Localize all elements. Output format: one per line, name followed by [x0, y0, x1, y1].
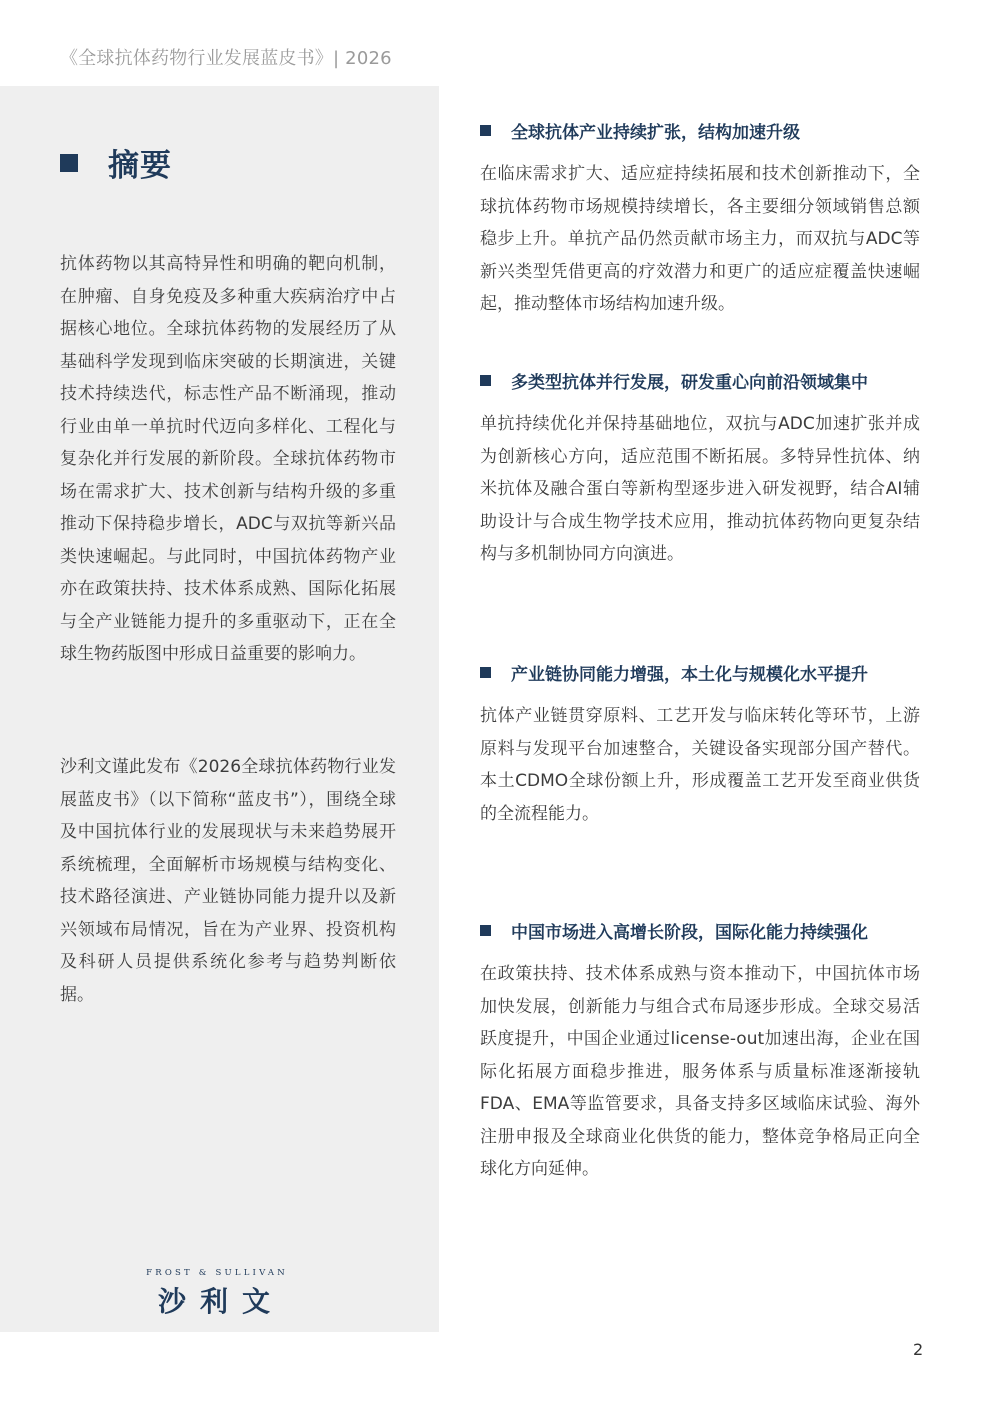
section-3	[480, 658, 920, 830]
section-title: 产业链协同能力增强，本土化与规模化水平提升	[511, 664, 868, 685]
square-bullet-icon	[480, 925, 491, 936]
section-4	[480, 916, 920, 1186]
summary-paragraph-2: 沙利文谨此发布《2026全球抗体药物行业发展蓝皮书》（以下简称“蓝皮书”），围绕全球及中国抗体行业的发展现状与未来趋势展开系统梳理，全面解析市场规模与结构变化、技术路径演进、产业链协同能力提升以及新兴领域布局情况，旨在为产业界、投资机构及科研人员提供系统化参考与趋势判断依据。	[60, 757, 396, 1005]
square-bullet-icon	[480, 125, 491, 136]
frost-sullivan-logo	[137, 1268, 297, 1320]
section-heading	[480, 916, 920, 944]
section-body: 在临床需求扩大、适应症持续拓展和技术创新推动下，全球抗体药物市场规模持续增长，各主要细分领域销售总额稳步上升。单抗产品仍然贡献市场主力，而双抗与ADC等新兴类型凭借更高的疗效潜力和更广的适应症覆盖快速崛起，推动整体市场结构加速升级。	[480, 164, 920, 314]
logo-english: FROST & SULLIVAN	[146, 1268, 288, 1278]
logo-chinese: 沙利文	[157, 1285, 284, 1318]
section-1	[480, 116, 920, 321]
square-bullet-icon	[480, 375, 491, 386]
section-heading	[480, 658, 920, 686]
running-header: 《全球抗体药物行业发展蓝皮书》| 2026	[60, 48, 392, 69]
section-2	[480, 366, 920, 571]
section-body: 单抗持续优化并保持基础地位，双抗与ADC加速扩张并成为创新核心方向，适应范围不断拓展。多特异性抗体、纳米抗体及融合蛋白等新构型逐步进入研发视野，结合AI辅助设计与合成生物学技术应用，推动抗体药物向更复杂结构与多机制协同方向演进。	[480, 414, 920, 564]
section-body: 抗体产业链贯穿原料、工艺开发与临床转化等环节，上游原料与发现平台加速整合，关键设备实现部分国产替代。本土CDMO全球份额上升，形成覆盖工艺开发至商业供货的全流程能力。	[480, 706, 920, 824]
section-heading	[480, 116, 920, 144]
section-heading	[480, 366, 920, 394]
section-body: 在政策扶持、技术体系成熟与资本推动下，中国抗体市场加快发展，创新能力与组合式布局逐步形成。全球交易活跃度提升，中国企业通过license-out加速出海，企业在国际化拓展方面稳步推进，服务体系与质量标准逐渐接轨FDA、EMA等监管要求，具备支持多区域临床试验、海外注册申报及全球商业化供货的能力，整体竞争格局正向全球化方向延伸。	[480, 964, 920, 1179]
section-title: 全球抗体产业持续扩张，结构加速升级	[511, 122, 800, 143]
section-title: 中国市场进入高增长阶段，国际化能力持续强化	[511, 922, 868, 943]
square-bullet-icon	[480, 667, 491, 678]
square-bullet-icon	[60, 154, 78, 172]
summary-title: 摘要	[108, 148, 172, 184]
summary-heading	[60, 140, 172, 185]
summary-paragraph-1: 抗体药物以其高特异性和明确的靶向机制，在肿瘤、自身免疫及多种重大疾病治疗中占据核心地位。全球抗体药物的发展经历了从基础科学发现到临床突破的长期演进，关键技术持续迭代，标志性产品不断涌现，推动行业由单一单抗时代迈向多样化、工程化与复杂化并行发展的新阶段。全球抗体药物市场在需求扩大、技术创新与结构升级的多重推动下保持稳步增长，ADC与双抗等新兴品类快速崛起。与此同时，中国抗体药物产业亦在政策扶持、技术体系成熟、国际化拓展与全产业链能力提升的多重驱动下，正在全球生物药版图中形成日益重要的影响力。	[60, 254, 396, 664]
page-number: 2	[913, 1340, 924, 1359]
section-title: 多类型抗体并行发展，研发重心向前沿领域集中	[511, 372, 868, 393]
